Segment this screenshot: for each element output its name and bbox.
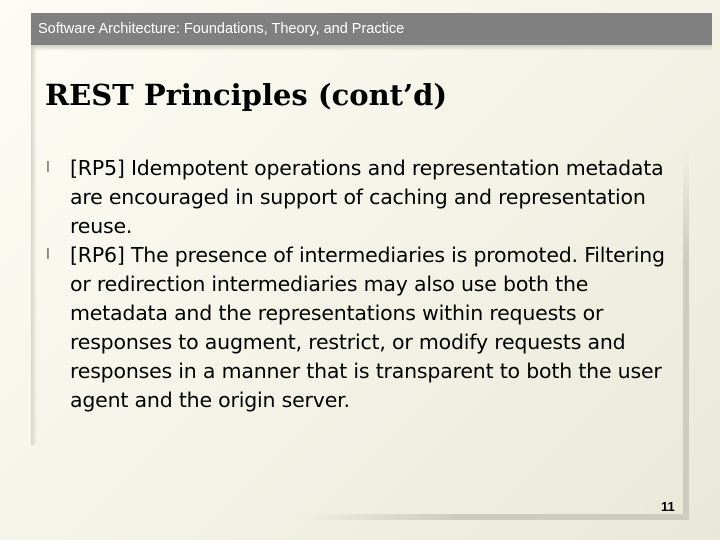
frame-divider-left	[31, 45, 37, 445]
slide-title: REST Principles (cont’d)	[45, 78, 448, 112]
bullet-text: [RP6] The presence of intermediaries is promoted. Filtering or redirection intermediaries may also use both the metadata and the representations within requests or responses to augment, restrict, or modify requests and responses in a manner that is transparent to both the user agent and the origin server.	[70, 243, 665, 412]
header-bar	[31, 13, 712, 45]
bullet-list	[46, 154, 686, 415]
bullet-text: [RP5] Idempotent operations and representation metadata are encouraged in support of caching and representation reuse.	[70, 156, 664, 238]
bullet-marker-icon: l	[46, 247, 50, 263]
course-title: Software Architecture: Foundations, Theory, and Practice	[38, 21, 405, 37]
bullet-item	[46, 154, 686, 241]
frame-divider-top	[31, 45, 712, 51]
bullet-item	[46, 241, 686, 415]
page-number: 11	[661, 499, 675, 514]
bullet-marker-icon: l	[46, 160, 50, 176]
frame-divider-bottom	[300, 514, 689, 520]
